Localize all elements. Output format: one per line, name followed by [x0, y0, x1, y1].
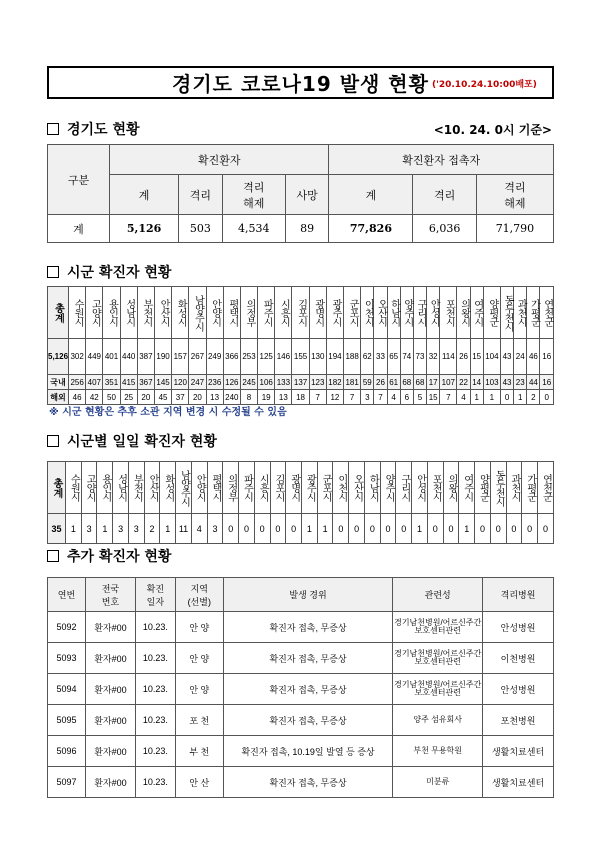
- city-value: 23: [514, 375, 527, 390]
- city-header: 평택시: [223, 287, 240, 339]
- daily-city-value: 0: [270, 514, 286, 544]
- city-value: 59: [361, 375, 374, 390]
- city-header: 안산시: [154, 287, 171, 339]
- row-label-total: 계: [48, 215, 110, 243]
- case-date: 10.23.: [135, 612, 175, 643]
- city-value: 367: [137, 375, 154, 390]
- city-value: 33: [374, 339, 387, 375]
- city-header: 남양주시: [176, 462, 192, 514]
- city-header: 안양시: [191, 462, 207, 514]
- daily-city-value: 0: [239, 514, 255, 544]
- city-header: 성남시: [113, 462, 129, 514]
- case-region: 부 천: [175, 736, 223, 767]
- city-header: 구리시: [413, 287, 426, 339]
- city-header: 의왕시: [443, 462, 459, 514]
- city-header: 수원시: [69, 287, 86, 339]
- city-value: 155: [292, 339, 309, 375]
- city-value: 13: [206, 390, 223, 405]
- case-nat: 환자#00: [85, 736, 135, 767]
- table-row: [48, 674, 554, 705]
- city-value: 8: [240, 390, 257, 405]
- col-confirmed-2: 격리 해제: [222, 175, 285, 215]
- row-label: 국내: [48, 375, 69, 390]
- city-header: 용인시: [97, 462, 113, 514]
- city-value: 17: [427, 375, 440, 390]
- city-value: 120: [172, 375, 189, 390]
- col-confirmed-1: 격리: [179, 175, 222, 215]
- case-no: 5092: [48, 612, 86, 643]
- daily-city-value: 0: [333, 514, 349, 544]
- daily-confirmed-table: [47, 461, 554, 544]
- city-header: 하남시: [364, 462, 380, 514]
- city-header: 이천시: [333, 462, 349, 514]
- city-value: 123: [309, 375, 326, 390]
- daily-city-value: 0: [286, 514, 302, 544]
- checkbox-square-icon: [47, 123, 59, 135]
- case-relation: 미분류: [393, 767, 483, 798]
- checkbox-square-icon: [47, 266, 59, 278]
- city-header: 용인시: [103, 287, 120, 339]
- case-no: 5093: [48, 643, 86, 674]
- city-header: 오산시: [349, 462, 365, 514]
- city-header: 파주시: [258, 287, 275, 339]
- city-value: 68: [413, 375, 426, 390]
- section-gyeonggi-status: [47, 119, 140, 139]
- city-value: 366: [223, 339, 240, 375]
- city-value: 449: [86, 339, 103, 375]
- city-header: 안산시: [144, 462, 160, 514]
- section-city-status: [47, 262, 171, 282]
- case-region: 안 산: [175, 767, 223, 798]
- case-cause: 확진자 접촉, 무증상: [223, 643, 393, 674]
- city-value: 50: [103, 390, 120, 405]
- city-value: 146: [275, 339, 292, 375]
- confirmed-value-1: 503: [179, 215, 222, 243]
- city-value: 137: [292, 375, 309, 390]
- city-value: 302: [69, 339, 86, 375]
- city-value: 18: [292, 390, 309, 405]
- checkbox-square-icon: [47, 550, 59, 562]
- city-value: 114: [440, 339, 457, 375]
- daily-city-value: 1: [160, 514, 176, 544]
- table-row: [48, 705, 554, 736]
- col-confirmed-0: 계: [110, 175, 179, 215]
- daily-city-value: 3: [128, 514, 144, 544]
- daily-city-value: 1: [66, 514, 82, 544]
- city-value: 26: [374, 375, 387, 390]
- daily-city-value: 0: [475, 514, 491, 544]
- city-header: 오산시: [374, 287, 387, 339]
- city-value: 15: [470, 339, 483, 375]
- case-hospital: 이천병원: [483, 643, 554, 674]
- city-value: 245: [240, 375, 257, 390]
- city-value: 106: [258, 375, 275, 390]
- daily-city-value: 1: [412, 514, 428, 544]
- city-header: 시흥시: [275, 287, 292, 339]
- checkbox-square-icon: [47, 435, 59, 447]
- table-row: [48, 736, 554, 767]
- case-hospital: 생활치료센터: [483, 736, 554, 767]
- case-no: 5096: [48, 736, 86, 767]
- city-value: 256: [69, 375, 86, 390]
- daily-city-value: 3: [113, 514, 129, 544]
- city-value: 182: [326, 375, 343, 390]
- daily-city-value: 1: [317, 514, 333, 544]
- city-value: 44: [527, 375, 540, 390]
- city-value: 3: [361, 390, 374, 405]
- case-nat: 환자#00: [85, 612, 135, 643]
- city-header: 과천시: [506, 462, 522, 514]
- city-value: 12: [326, 390, 343, 405]
- daily-city-value: 0: [443, 514, 459, 544]
- city-header: 시흥시: [254, 462, 270, 514]
- daily-city-value: 1: [97, 514, 113, 544]
- daily-city-value: 0: [364, 514, 380, 544]
- city-value: 249: [206, 339, 223, 375]
- city-value: 25: [120, 390, 137, 405]
- city-header: 의왕시: [457, 287, 470, 339]
- case-date: 10.23.: [135, 705, 175, 736]
- city-header: 남양주시: [189, 287, 206, 339]
- city-value: 194: [326, 339, 343, 375]
- city-value: 37: [172, 390, 189, 405]
- city-header: 의정부: [223, 462, 239, 514]
- contact-value-2: 71,790: [476, 215, 553, 243]
- city-value: 14: [470, 375, 483, 390]
- city-value: 4: [387, 390, 400, 405]
- case-date: 10.23.: [135, 674, 175, 705]
- section-additional-cases: [47, 546, 171, 566]
- daily-city-value: 1: [302, 514, 318, 544]
- city-header: 여주시: [459, 462, 475, 514]
- city-header: 군포시: [317, 462, 333, 514]
- city-value: 42: [86, 390, 103, 405]
- city-header: 부천시: [137, 287, 154, 339]
- city-value: 253: [240, 339, 257, 375]
- city-value: 6: [400, 390, 413, 405]
- city-value: 125: [258, 339, 275, 375]
- city-header: 광주시: [302, 462, 318, 514]
- case-region: 안 양: [175, 612, 223, 643]
- case-region: 포 천: [175, 705, 223, 736]
- city-header: 안성시: [427, 287, 440, 339]
- city-value: 16: [540, 339, 554, 375]
- col-contact-2: 격리 해제: [476, 175, 553, 215]
- city-value: 2: [527, 390, 540, 405]
- city-value: 7: [344, 390, 361, 405]
- case-cause: 확진자 접촉, 무증상: [223, 612, 393, 643]
- case-relation: 경기남천병원/어르신주간보호센터관련: [393, 643, 483, 674]
- city-header: 구리시: [396, 462, 412, 514]
- contact-value-0: 77,826: [329, 215, 413, 243]
- city-value: 20: [137, 390, 154, 405]
- case-cause: 확진자 접촉, 무증상: [223, 705, 393, 736]
- city-value: 1: [514, 390, 527, 405]
- total-header: 총계: [48, 462, 66, 514]
- city-value: 5: [413, 390, 426, 405]
- city-value: 7: [440, 390, 457, 405]
- city-header: 파주시: [239, 462, 255, 514]
- city-value: 73: [413, 339, 426, 375]
- city-value: 401: [103, 339, 120, 375]
- city-header: 안양시: [206, 287, 223, 339]
- header-cell: 확진 일자: [135, 578, 175, 612]
- section-title: 경기도 현황: [67, 122, 140, 138]
- city-header: 안성시: [412, 462, 428, 514]
- daily-city-value: 0: [490, 514, 506, 544]
- confirmed-value-2: 4,534: [222, 215, 285, 243]
- city-value: 46: [527, 339, 540, 375]
- city-value: 4: [457, 390, 470, 405]
- gyeonggi-status-table: [47, 144, 554, 243]
- header-cell: 전국 번호: [85, 578, 135, 612]
- city-value: 7: [309, 390, 326, 405]
- daily-total: 35: [48, 514, 66, 544]
- confirmed-value-0: 5,126: [110, 215, 179, 243]
- section-title: 시군별 일일 확진자 현황: [67, 434, 217, 450]
- contact-value-1: 6,036: [413, 215, 476, 243]
- daily-city-value: 0: [254, 514, 270, 544]
- case-no: 5095: [48, 705, 86, 736]
- city-value: 126: [223, 375, 240, 390]
- table-row: [48, 643, 554, 674]
- city-header: 연천군: [538, 462, 554, 514]
- city-value: 1: [470, 390, 483, 405]
- city-value: 130: [309, 339, 326, 375]
- city-value: 236: [206, 375, 223, 390]
- city-value: 387: [137, 339, 154, 375]
- daily-city-value: 0: [396, 514, 412, 544]
- section-title: 시군 확진자 현황: [67, 265, 172, 281]
- col-contact-1: 격리: [413, 175, 476, 215]
- daily-city-value: 1: [459, 514, 475, 544]
- city-value: 24: [514, 339, 527, 375]
- city-header: 양주시: [400, 287, 413, 339]
- daily-city-value: 2: [144, 514, 160, 544]
- city-header: 동두천시: [500, 287, 513, 339]
- city-value: 415: [120, 375, 137, 390]
- header-cell: 격리병원: [483, 578, 554, 612]
- city-value: 45: [154, 390, 171, 405]
- case-cause: 확진자 접촉, 무증상: [223, 674, 393, 705]
- city-value: 440: [120, 339, 137, 375]
- city-value: 43: [500, 339, 513, 375]
- city-value: 7: [374, 390, 387, 405]
- city-value: 26: [457, 339, 470, 375]
- city-value: 46: [69, 390, 86, 405]
- case-hospital: 안성병원: [483, 612, 554, 643]
- city-value: 62: [361, 339, 374, 375]
- city-header: 화성시: [172, 287, 189, 339]
- daily-city-value: 3: [81, 514, 97, 544]
- city-value: 267: [189, 339, 206, 375]
- confirmed-value-3: 89: [285, 215, 328, 243]
- section-title: 추가 확진자 현황: [67, 549, 172, 565]
- case-nat: 환자#00: [85, 674, 135, 705]
- city-header: 포천시: [440, 287, 457, 339]
- city-header: 김포시: [292, 287, 309, 339]
- city-header: 가평군: [527, 287, 540, 339]
- case-relation: 경기남천병원/어르신주간보호센터관련: [393, 674, 483, 705]
- col-confirmed-3: 사망: [285, 175, 328, 215]
- release-time: ('20.10.24.10:00배포): [432, 80, 537, 90]
- daily-city-value: 0: [223, 514, 239, 544]
- total-header: 총계: [48, 287, 69, 339]
- city-value: 407: [86, 375, 103, 390]
- case-cause: 확진자 접촉, 10.19일 발열 등 증상: [223, 736, 393, 767]
- page-title: 경기도 코로나19 발생 현황: [172, 72, 429, 96]
- header-confirmed: 확진환자: [110, 145, 329, 175]
- city-value: 32: [427, 339, 440, 375]
- daily-city-value: 0: [522, 514, 538, 544]
- city-value: 190: [154, 339, 171, 375]
- city-value: 13: [275, 390, 292, 405]
- city-value: 133: [275, 375, 292, 390]
- case-relation: 양주 섬유회사: [393, 705, 483, 736]
- header-cell: 관련성: [393, 578, 483, 612]
- city-header: 김포시: [270, 462, 286, 514]
- city-header: 부천시: [128, 462, 144, 514]
- table-row: [48, 339, 554, 375]
- city-value: 68: [400, 375, 413, 390]
- city-value: 181: [344, 375, 361, 390]
- city-value: 0: [500, 390, 513, 405]
- case-nat: 환자#00: [85, 767, 135, 798]
- row-label: 5,126: [48, 339, 69, 375]
- daily-city-value: 0: [349, 514, 365, 544]
- city-value: 61: [387, 375, 400, 390]
- city-header: 양주시: [380, 462, 396, 514]
- city-confirmed-table: [47, 286, 554, 405]
- city-header: 평택시: [207, 462, 223, 514]
- city-header: 하남시: [387, 287, 400, 339]
- city-header: 과천시: [514, 287, 527, 339]
- city-value: 351: [103, 375, 120, 390]
- case-region: 안 양: [175, 643, 223, 674]
- case-date: 10.23.: [135, 767, 175, 798]
- city-header: 군포시: [344, 287, 361, 339]
- city-header: 이천시: [361, 287, 374, 339]
- city-value: 20: [189, 390, 206, 405]
- city-header: 가평군: [522, 462, 538, 514]
- city-header: 양평군: [483, 287, 500, 339]
- case-no: 5094: [48, 674, 86, 705]
- case-relation: 경기남천병원/어르신주간보호센터관련: [393, 612, 483, 643]
- case-hospital: 생활치료센터: [483, 767, 554, 798]
- city-value: 103: [483, 375, 500, 390]
- daily-city-value: 0: [538, 514, 554, 544]
- city-value: 15: [427, 390, 440, 405]
- notice-text: ※ 시군 현황은 추후 소관 지역 변경 시 수정될 수 있음: [49, 407, 287, 418]
- case-cause: 확진자 접촉, 무증상: [223, 767, 393, 798]
- table-row: [48, 375, 554, 390]
- header-cell: 지역 (선별): [175, 578, 223, 612]
- row-label: 해외: [48, 390, 69, 405]
- city-value: 247: [189, 375, 206, 390]
- header-cell: 발생 경위: [223, 578, 393, 612]
- city-header: 포천시: [427, 462, 443, 514]
- city-header: 고양시: [86, 287, 103, 339]
- table-row: [48, 612, 554, 643]
- city-header: 고양시: [81, 462, 97, 514]
- city-value: 16: [540, 375, 554, 390]
- city-value: 65: [387, 339, 400, 375]
- city-header: 화성시: [160, 462, 176, 514]
- daily-city-value: 0: [427, 514, 443, 544]
- daily-city-value: 3: [207, 514, 223, 544]
- case-relation: 부천 무용학원: [393, 736, 483, 767]
- daily-city-value: 0: [380, 514, 396, 544]
- header-cell: 연번: [48, 578, 86, 612]
- additional-cases-table: [47, 577, 554, 798]
- city-value: 74: [400, 339, 413, 375]
- city-value: 157: [172, 339, 189, 375]
- basis-date: <10. 24. 0시 기준>: [433, 123, 552, 137]
- city-header: 광명시: [286, 462, 302, 514]
- city-value: 188: [344, 339, 361, 375]
- city-header: 광주시: [326, 287, 343, 339]
- city-value: 43: [500, 375, 513, 390]
- city-header: 광명시: [309, 287, 326, 339]
- case-nat: 환자#00: [85, 643, 135, 674]
- case-hospital: 포천병원: [483, 705, 554, 736]
- daily-city-value: 11: [176, 514, 192, 544]
- case-hospital: 안성병원: [483, 674, 554, 705]
- city-header: 의정부: [240, 287, 257, 339]
- city-value: 145: [154, 375, 171, 390]
- city-value: 19: [258, 390, 275, 405]
- case-no: 5097: [48, 767, 86, 798]
- city-header: 양평군: [475, 462, 491, 514]
- city-value: 0: [540, 390, 554, 405]
- case-date: 10.23.: [135, 736, 175, 767]
- city-header: 수원시: [66, 462, 82, 514]
- city-value: 107: [440, 375, 457, 390]
- city-value: 104: [483, 339, 500, 375]
- header-contacts: 확진환자 접촉자: [329, 145, 554, 175]
- case-region: 안 양: [175, 674, 223, 705]
- header-gubun: 구분: [48, 145, 110, 215]
- case-nat: 환자#00: [85, 705, 135, 736]
- city-header: 성남시: [120, 287, 137, 339]
- daily-city-value: 4: [191, 514, 207, 544]
- city-value: 240: [223, 390, 240, 405]
- city-value: 1: [483, 390, 500, 405]
- city-header: 여주시: [470, 287, 483, 339]
- city-header: 연천군: [540, 287, 554, 339]
- city-header: 동두천시: [490, 462, 506, 514]
- section-daily-status: [47, 431, 217, 451]
- col-contact-0: 계: [329, 175, 413, 215]
- daily-city-value: 0: [506, 514, 522, 544]
- table-row: [48, 767, 554, 798]
- city-value: 22: [457, 375, 470, 390]
- case-date: 10.23.: [135, 643, 175, 674]
